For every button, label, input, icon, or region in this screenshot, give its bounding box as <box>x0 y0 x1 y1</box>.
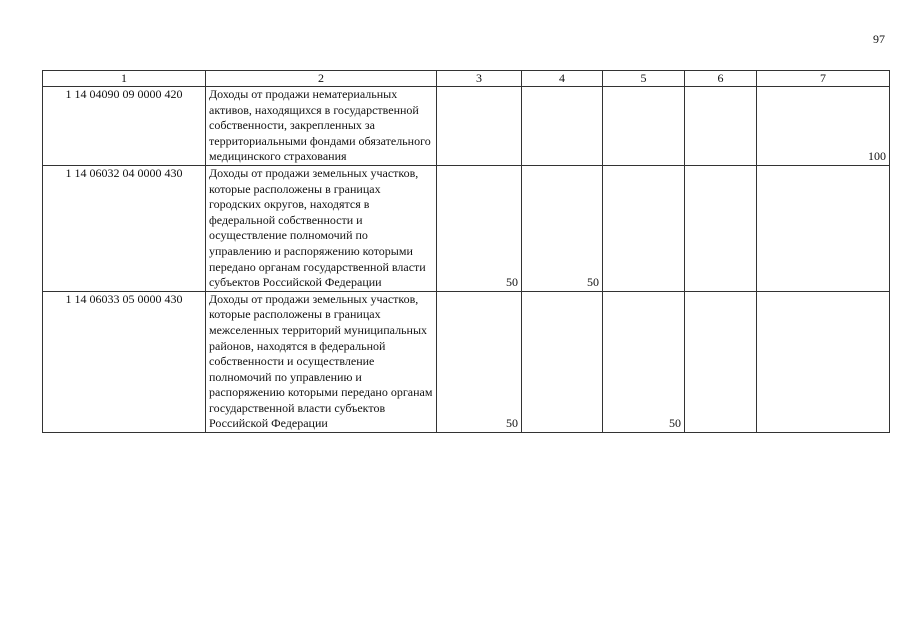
table-row <box>43 291 890 432</box>
description-cell: Доходы от продажи земельных участков, которые расположены в границах городских округов, находятся в федеральной собственности и осуществление полномочий по управлению и распоряжению которыми передано органам государственной власти субъектов Российской Федерации <box>206 165 437 291</box>
page-number: 97 <box>873 32 885 46</box>
column-header: 5 <box>603 71 685 87</box>
value-cell-col4: 50 <box>522 165 603 291</box>
value-cell-col4 <box>522 87 603 166</box>
value-cell-col4 <box>522 291 603 432</box>
column-header: 3 <box>437 71 522 87</box>
column-header: 1 <box>43 71 206 87</box>
table-row <box>43 165 890 291</box>
value-cell-col3 <box>437 87 522 166</box>
value-cell-col7 <box>757 291 890 432</box>
table-header-row <box>43 71 890 87</box>
description-cell: Доходы от продажи нематериальных активов, находящихся в государственной собственности, закрепленных за территориальными фондами обязательного медицинского страхования <box>206 87 437 166</box>
value-cell-col3: 50 <box>437 291 522 432</box>
value-cell-col3: 50 <box>437 165 522 291</box>
column-header: 6 <box>685 71 757 87</box>
column-header: 4 <box>522 71 603 87</box>
column-header: 2 <box>206 71 437 87</box>
revenue-table <box>42 70 890 433</box>
value-cell-col5: 50 <box>603 291 685 432</box>
value-cell-col7: 100 <box>757 87 890 166</box>
value-cell-col5 <box>603 165 685 291</box>
description-cell: Доходы от продажи земельных участков, которые расположены в границах межселенных территорий муниципальных районов, находятся в федеральной собственности и осуществление полномочий по управлению и распоряжению которыми передано органам государственной власти субъектов Российской Федерации <box>206 291 437 432</box>
column-header: 7 <box>757 71 890 87</box>
value-cell-col7 <box>757 165 890 291</box>
value-cell-col6 <box>685 165 757 291</box>
value-cell-col5 <box>603 87 685 166</box>
table-row <box>43 87 890 166</box>
value-cell-col6 <box>685 291 757 432</box>
value-cell-col6 <box>685 87 757 166</box>
budget-code-cell: 1 14 04090 09 0000 420 <box>43 87 206 166</box>
budget-code-cell: 1 14 06033 05 0000 430 <box>43 291 206 432</box>
budget-code-cell: 1 14 06032 04 0000 430 <box>43 165 206 291</box>
